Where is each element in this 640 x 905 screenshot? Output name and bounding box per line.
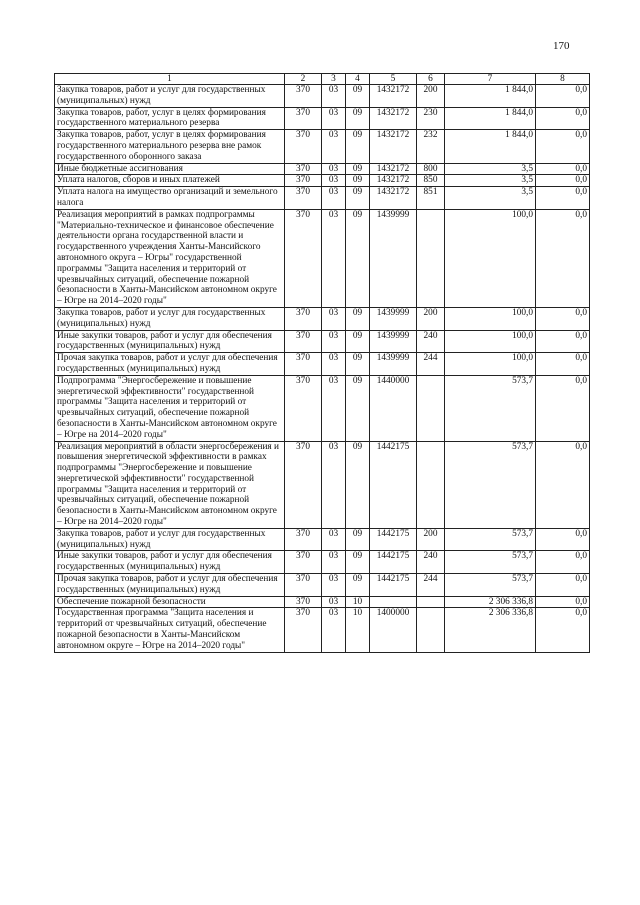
row-col-2: 370	[285, 441, 322, 528]
row-name: Закупка товаров, работ и услуг для государственных (муниципальных) нужд	[55, 85, 285, 108]
row-col-4: 09	[346, 574, 370, 597]
row-col-5: 1442175	[370, 441, 417, 528]
row-col-4: 09	[346, 441, 370, 528]
row-col-8: 0,0	[536, 608, 590, 652]
row-col-3: 03	[322, 574, 346, 597]
table-row	[55, 130, 590, 163]
row-name: Закупка товаров, работ и услуг для государственных (муниципальных) нужд	[55, 528, 285, 551]
row-col-3: 03	[322, 175, 346, 187]
row-col-3: 03	[322, 608, 346, 652]
table-row	[55, 551, 590, 574]
row-col-4: 09	[346, 85, 370, 108]
row-name: Закупка товаров, работ, услуг в целях формирования государственного материального резерва	[55, 107, 285, 130]
row-amount: 3,5	[445, 175, 536, 187]
row-name: Подпрограмма "Энергосбережение и повышение энергетической эффективности" государственной программы "Защита населения и территорий от чрезвычайных ситуаций, обеспечение пожарной безопасности в Ханты-Мансийском автономном округе – Югре на 2014–2020 годы"	[55, 375, 285, 441]
row-col-3: 03	[322, 441, 346, 528]
row-col-8: 0,0	[536, 353, 590, 376]
row-col-3: 03	[322, 163, 346, 175]
row-col-3: 03	[322, 596, 346, 608]
row-amount: 1 844,0	[445, 85, 536, 108]
row-col-6	[417, 375, 445, 441]
row-col-6: 244	[417, 353, 445, 376]
header-col-7: 7	[445, 74, 536, 85]
header-col-6: 6	[417, 74, 445, 85]
row-col-4: 09	[346, 307, 370, 330]
table-row	[55, 353, 590, 376]
row-col-8: 0,0	[536, 187, 590, 210]
row-col-8: 0,0	[536, 441, 590, 528]
table-row	[55, 209, 590, 307]
row-col-8: 0,0	[536, 330, 590, 353]
row-col-3: 03	[322, 85, 346, 108]
row-col-4: 09	[346, 209, 370, 307]
row-col-8: 0,0	[536, 596, 590, 608]
budget-table	[54, 73, 590, 653]
row-col-2: 370	[285, 163, 322, 175]
row-col-5: 1439999	[370, 307, 417, 330]
row-col-3: 03	[322, 107, 346, 130]
row-col-6: 850	[417, 175, 445, 187]
row-col-5: 1439999	[370, 353, 417, 376]
row-col-6	[417, 209, 445, 307]
table-row	[55, 596, 590, 608]
row-col-5: 1440000	[370, 375, 417, 441]
row-name: Реализация мероприятий в рамках подпрограммы "Материально-техническое и финансовое обеспечение деятельности органа государственной власти и государственного учреждения Ханты-Мансийского автономного округа – Югры" государственной программы "Защита населения и территорий от чрезвычайных ситуаций, обеспечение пожарной безопасности в Ханты-Мансийском автономном округе – Югре на 2014–2020 годы"	[55, 209, 285, 307]
row-amount: 2 306 336,8	[445, 596, 536, 608]
row-col-6	[417, 608, 445, 652]
row-amount: 1 844,0	[445, 107, 536, 130]
table-row	[55, 441, 590, 528]
row-col-3: 03	[322, 528, 346, 551]
row-name: Реализация мероприятий в области энергосбережения и повышения энергетической эффективности в рамках подпрограммы "Энергосбережение и повышение энергетической эффективности" государственной программы "Защита населения и территорий от чрезвычайных ситуаций, обеспечение пожарной безопасности в Ханты-Мансийском автономном округе – Югре на 2014–2020 годы"	[55, 441, 285, 528]
row-col-8: 0,0	[536, 85, 590, 108]
row-name: Уплата налогов, сборов и иных платежей	[55, 175, 285, 187]
row-col-2: 370	[285, 107, 322, 130]
row-amount: 100,0	[445, 330, 536, 353]
row-col-6: 851	[417, 187, 445, 210]
row-col-5: 1432172	[370, 107, 417, 130]
row-amount: 573,7	[445, 441, 536, 528]
row-col-8: 0,0	[536, 163, 590, 175]
row-col-8: 0,0	[536, 175, 590, 187]
row-amount: 573,7	[445, 574, 536, 597]
row-col-5: 1432172	[370, 175, 417, 187]
row-col-6: 232	[417, 130, 445, 163]
row-col-2: 370	[285, 85, 322, 108]
row-col-5	[370, 596, 417, 608]
row-col-5: 1432172	[370, 85, 417, 108]
table-row	[55, 187, 590, 210]
row-col-8: 0,0	[536, 574, 590, 597]
row-col-5: 1400000	[370, 608, 417, 652]
row-col-4: 09	[346, 528, 370, 551]
row-col-8: 0,0	[536, 107, 590, 130]
row-name: Государственная программа "Защита населения и территорий от чрезвычайных ситуаций, обеспечение пожарной безопасности в Ханты-Мансийском автономном округе – Югре на 2014–2020 годы"	[55, 608, 285, 652]
row-col-4: 09	[346, 175, 370, 187]
row-col-5: 1442175	[370, 528, 417, 551]
row-col-6: 800	[417, 163, 445, 175]
header-col-2: 2	[285, 74, 322, 85]
row-name: Иные бюджетные ассигнования	[55, 163, 285, 175]
row-col-3: 03	[322, 209, 346, 307]
row-col-4: 10	[346, 596, 370, 608]
row-col-6: 200	[417, 85, 445, 108]
row-amount: 100,0	[445, 209, 536, 307]
row-col-6: 244	[417, 574, 445, 597]
header-col-8: 8	[536, 74, 590, 85]
row-name: Закупка товаров, работ, услуг в целях формирования государственного материального резерва вне рамок государственного оборонного заказа	[55, 130, 285, 163]
row-col-3: 03	[322, 187, 346, 210]
row-name: Прочая закупка товаров, работ и услуг для обеспечения государственных (муниципальных) нужд	[55, 574, 285, 597]
row-amount: 100,0	[445, 353, 536, 376]
row-col-6: 240	[417, 551, 445, 574]
table-row	[55, 85, 590, 108]
row-col-8: 0,0	[536, 551, 590, 574]
table-row	[55, 163, 590, 175]
header-col-4: 4	[346, 74, 370, 85]
row-col-6: 200	[417, 307, 445, 330]
row-amount: 2 306 336,8	[445, 608, 536, 652]
row-col-3: 03	[322, 551, 346, 574]
row-amount: 1 844,0	[445, 130, 536, 163]
table-row	[55, 330, 590, 353]
row-col-3: 03	[322, 330, 346, 353]
row-amount: 573,7	[445, 528, 536, 551]
row-amount: 100,0	[445, 307, 536, 330]
row-amount: 573,7	[445, 551, 536, 574]
row-col-8: 0,0	[536, 375, 590, 441]
row-col-3: 03	[322, 353, 346, 376]
row-col-2: 370	[285, 528, 322, 551]
row-col-3: 03	[322, 130, 346, 163]
row-col-5: 1442175	[370, 574, 417, 597]
row-col-6: 200	[417, 528, 445, 551]
row-col-4: 09	[346, 163, 370, 175]
row-amount: 573,7	[445, 375, 536, 441]
table-row	[55, 107, 590, 130]
row-col-2: 370	[285, 375, 322, 441]
row-col-4: 09	[346, 330, 370, 353]
row-col-8: 0,0	[536, 209, 590, 307]
row-col-6	[417, 596, 445, 608]
row-name: Иные закупки товаров, работ и услуг для обеспечения государственных (муниципальных) нужд	[55, 551, 285, 574]
row-col-4: 09	[346, 551, 370, 574]
row-col-2: 370	[285, 209, 322, 307]
row-col-2: 370	[285, 175, 322, 187]
table-row	[55, 574, 590, 597]
row-col-5: 1432172	[370, 163, 417, 175]
table-body	[55, 85, 590, 653]
table-row	[55, 375, 590, 441]
row-col-2: 370	[285, 307, 322, 330]
row-col-2: 370	[285, 551, 322, 574]
table-row	[55, 307, 590, 330]
row-col-8: 0,0	[536, 528, 590, 551]
row-col-6: 230	[417, 107, 445, 130]
row-name: Обеспечение пожарной безопасности	[55, 596, 285, 608]
table-row	[55, 528, 590, 551]
table-row	[55, 608, 590, 652]
row-col-2: 370	[285, 353, 322, 376]
table-header-row	[55, 74, 590, 85]
row-col-4: 09	[346, 187, 370, 210]
row-amount: 3,5	[445, 163, 536, 175]
row-col-6	[417, 441, 445, 528]
row-amount: 3,5	[445, 187, 536, 210]
row-col-5: 1439999	[370, 209, 417, 307]
row-name: Иные закупки товаров, работ и услуг для обеспечения государственных (муниципальных) нужд	[55, 330, 285, 353]
row-col-3: 03	[322, 307, 346, 330]
row-col-5: 1439999	[370, 330, 417, 353]
row-col-2: 370	[285, 608, 322, 652]
row-name: Уплата налога на имущество организаций и земельного налога	[55, 187, 285, 210]
row-col-4: 09	[346, 353, 370, 376]
row-col-8: 0,0	[536, 130, 590, 163]
row-col-2: 370	[285, 330, 322, 353]
row-col-5: 1432172	[370, 187, 417, 210]
header-col-5: 5	[370, 74, 417, 85]
row-col-6: 240	[417, 330, 445, 353]
row-name: Закупка товаров, работ и услуг для государственных (муниципальных) нужд	[55, 307, 285, 330]
row-col-3: 03	[322, 375, 346, 441]
row-col-2: 370	[285, 130, 322, 163]
row-col-5: 1432172	[370, 130, 417, 163]
row-name: Прочая закупка товаров, работ и услуг для обеспечения государственных (муниципальных) нужд	[55, 353, 285, 376]
row-col-2: 370	[285, 187, 322, 210]
row-col-2: 370	[285, 596, 322, 608]
row-col-4: 10	[346, 608, 370, 652]
header-col-1: 1	[55, 74, 285, 85]
page-number: 170	[553, 40, 570, 52]
row-col-8: 0,0	[536, 307, 590, 330]
header-col-3: 3	[322, 74, 346, 85]
row-col-2: 370	[285, 574, 322, 597]
row-col-4: 09	[346, 375, 370, 441]
row-col-4: 09	[346, 130, 370, 163]
table-row	[55, 175, 590, 187]
row-col-5: 1442175	[370, 551, 417, 574]
row-col-4: 09	[346, 107, 370, 130]
